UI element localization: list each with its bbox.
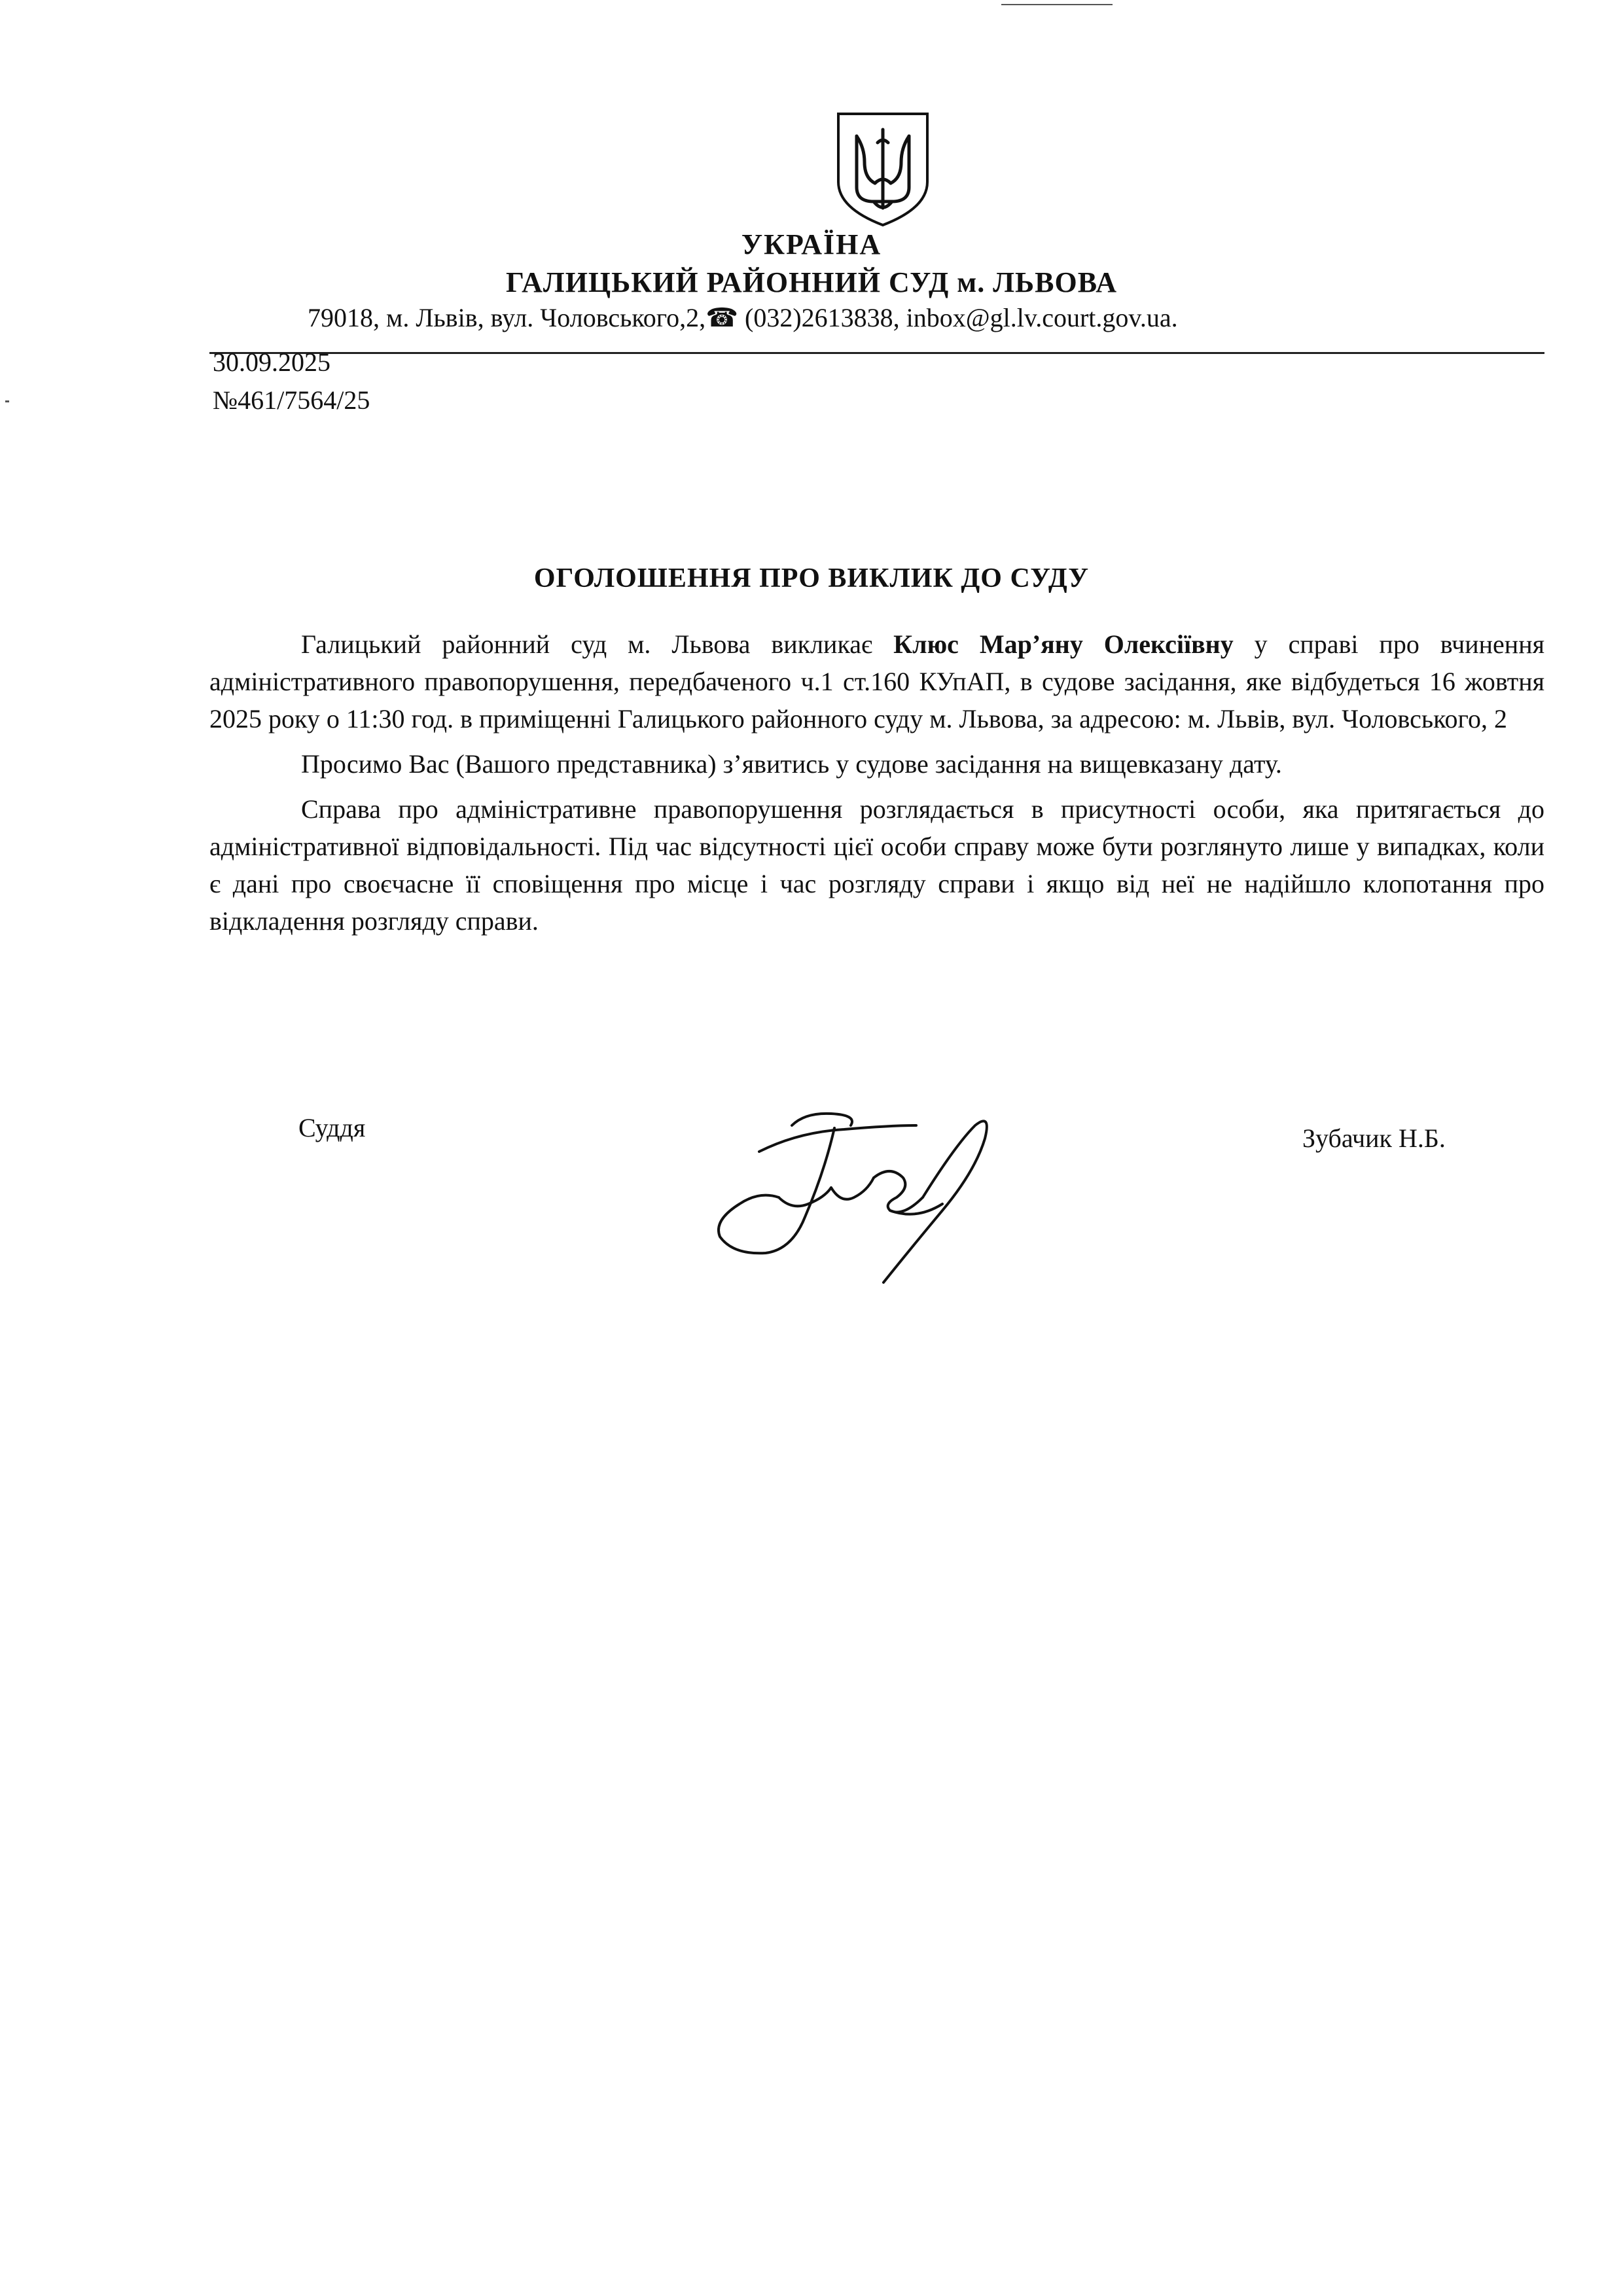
signer-role: Суддя xyxy=(298,1113,366,1142)
scan-mark-left xyxy=(5,400,9,402)
paragraph-summons xyxy=(209,626,1544,737)
paragraph-procedure: Справа про адміністративне правопорушення розглядається в присутності особи, яка притягається до адміністративної відповідальності. Під час відсутності цієї особи справу може бути розглянуто лише у випадках, коли є дані про своєчасне її сповіщення про місце і час розгляду справи і якщо від неї не надійшло клопотання про відкладення розгляду справи. xyxy=(209,794,1544,936)
address-contacts: (032)2613838, inbox@gl.lv.court.gov.ua. xyxy=(738,303,1178,332)
address-street: 79018, м. Львів, вул. Чоловського,2, xyxy=(308,303,706,332)
header-court-name: ГАЛИЦЬКИЙ РАЙОННИЙ СУД м. ЛЬВОВА xyxy=(505,266,1118,298)
header-country: УКРАЇНА xyxy=(741,228,882,260)
handwritten-signature xyxy=(694,1106,1001,1296)
header-address xyxy=(308,302,1420,333)
phone-icon: ☎ xyxy=(705,303,739,332)
summoned-person-name: Клюс Мар’яну Олексіївну xyxy=(893,629,1234,659)
coat-of-arms-icon xyxy=(834,110,931,229)
signer-name: Зубачик Н.Б. xyxy=(1302,1123,1446,1153)
paragraph-request: Просимо Вас (Вашого представника) з’явитись у судове засідання на вищевказану дату. xyxy=(301,749,1282,779)
document-title: ОГОЛОШЕННЯ ПРО ВИКЛИК ДО СУДУ xyxy=(533,563,1090,593)
document-date: 30.09.2025 xyxy=(213,347,330,377)
case-number: №461/7564/25 xyxy=(213,385,370,415)
scan-mark-top xyxy=(1001,4,1113,5)
header-divider xyxy=(209,352,1544,354)
document-body xyxy=(209,626,1544,947)
summons-details: у справі про вчинення адміністративного правопорушення, передбаченого ч.1 ст.160 КУпАП, в судове засідання, яке відбудеться 16 жовтня 2025 року о 11:30 год. в приміщенні Галицького районного суду м. Львова, за адресою: м. Львів, вул. Чоловського, 2 xyxy=(209,629,1544,733)
summons-intro: Галицький районний суд м. Львова викликає xyxy=(301,629,894,659)
